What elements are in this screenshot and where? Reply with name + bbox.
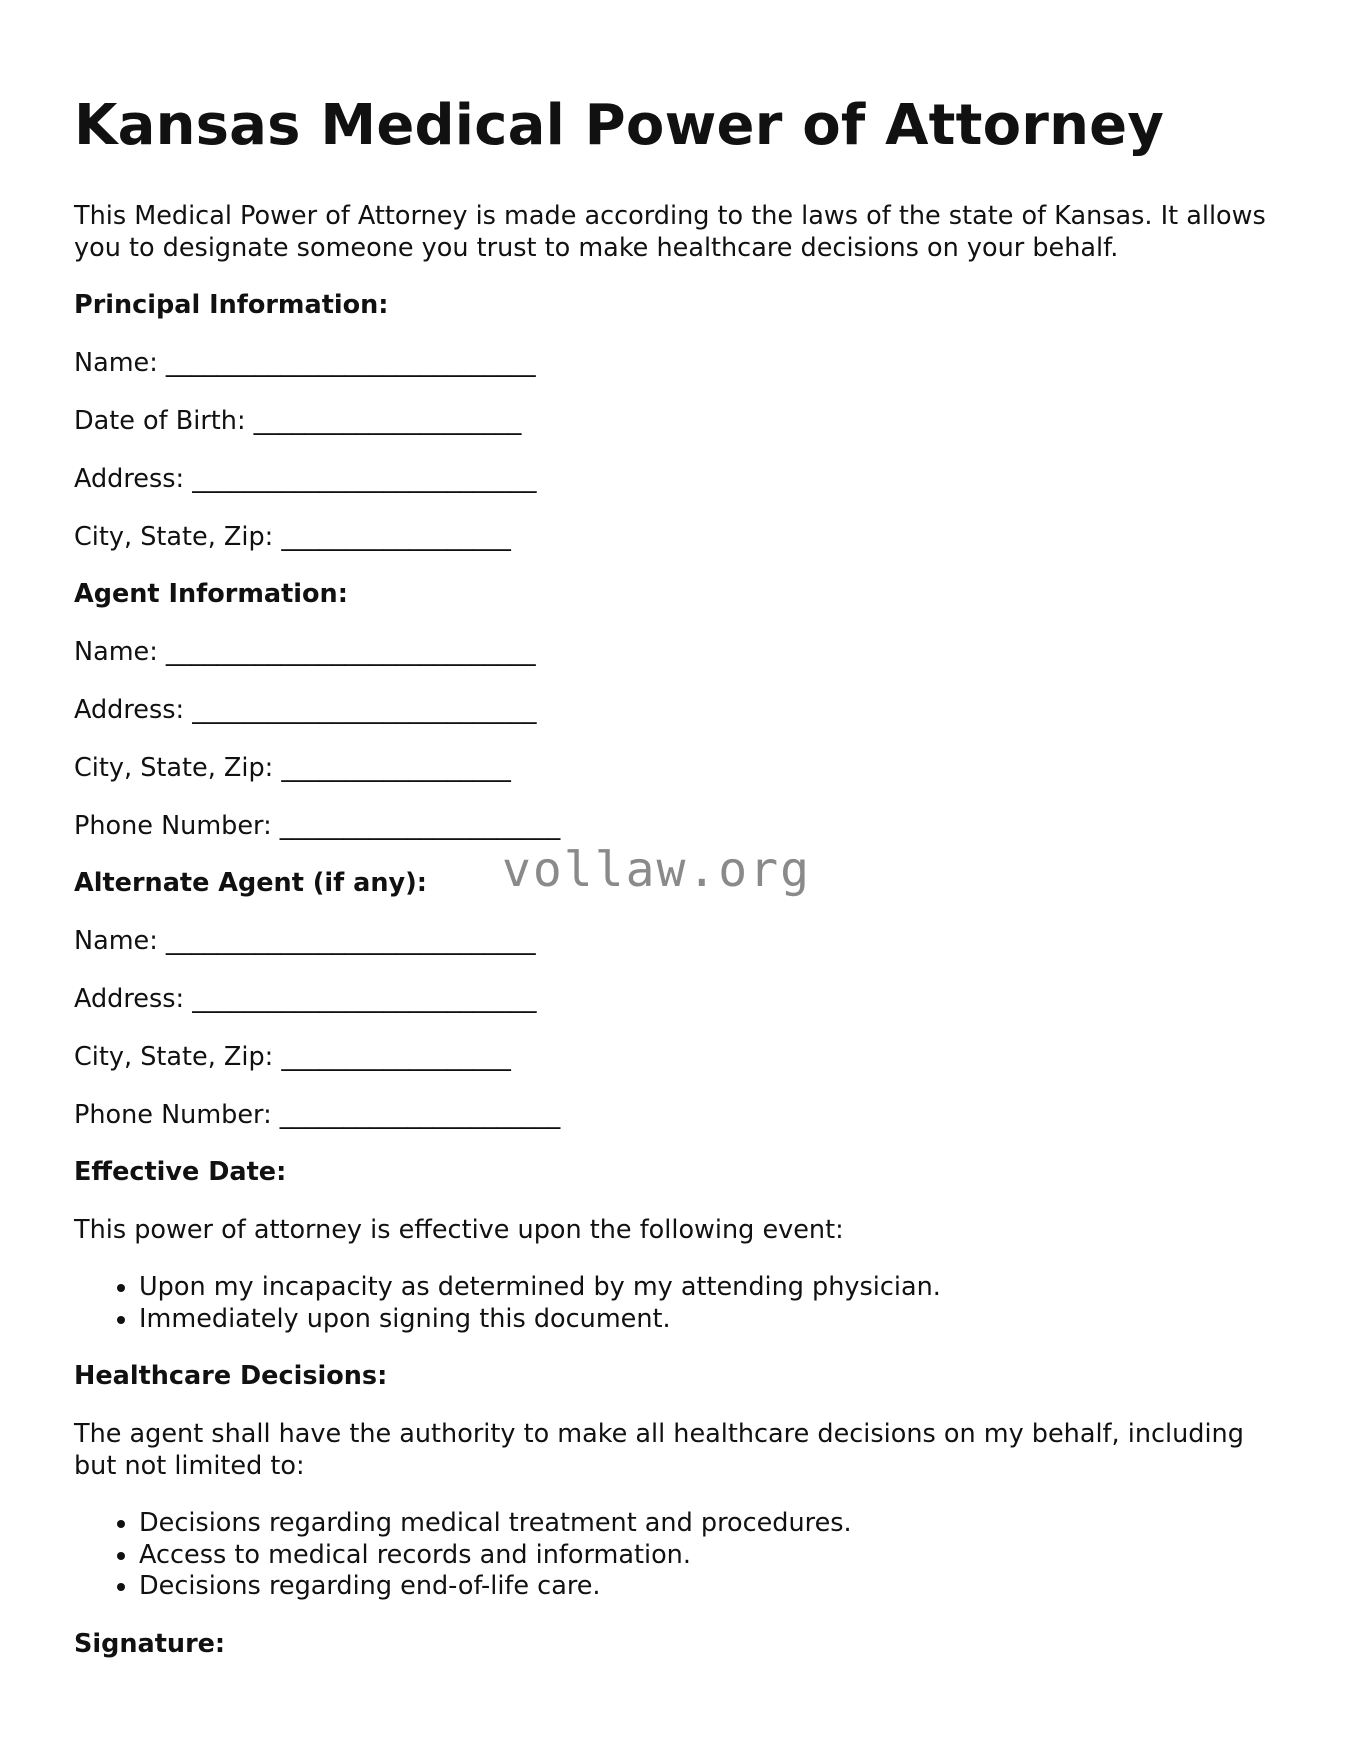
agent-address-field[interactable]: Address: ___________________________ — [74, 695, 537, 725]
list-item: • Decisions regarding medical treatment and procedures. — [139, 1508, 1274, 1540]
healthcare-decisions-heading: Healthcare Decisions: — [74, 1361, 388, 1391]
agent-phone-field[interactable]: Phone Number: ______________________ — [74, 811, 561, 841]
agent-heading: Agent Information: — [74, 579, 348, 609]
list-item: • Upon my incapacity as determined by my attending physician. — [139, 1272, 1274, 1304]
principal-heading: Principal Information: — [74, 290, 389, 320]
watermark: vollaw.org — [502, 842, 811, 898]
list-item: • Access to medical records and information. — [139, 1540, 1274, 1572]
intro-paragraph: This Medical Power of Attorney is made according to the laws of the state of Kansas. It allows you to designate someone you trust to make healthcare decisions on your behalf. — [74, 201, 1266, 263]
effective-date-text: This power of attorney is effective upon the following event: — [74, 1215, 844, 1245]
principal-dob-field[interactable]: Date of Birth: _____________________ — [74, 406, 522, 436]
principal-address-field[interactable]: Address: ___________________________ — [74, 464, 537, 494]
agent-name-field[interactable]: Name: _____________________________ — [74, 637, 536, 667]
alternate-name-field[interactable]: Name: _____________________________ — [74, 926, 536, 956]
principal-city-field[interactable]: City, State, Zip: __________________ — [74, 522, 511, 552]
healthcare-decisions-list — [74, 1508, 1274, 1603]
alternate-phone-field[interactable]: Phone Number: ______________________ — [74, 1100, 561, 1130]
alternate-address-field[interactable]: Address: ___________________________ — [74, 984, 537, 1014]
effective-date-heading: Effective Date: — [74, 1157, 287, 1187]
effective-options-list — [74, 1272, 1274, 1335]
alternate-city-field[interactable]: City, State, Zip: __________________ — [74, 1042, 511, 1072]
agent-city-field[interactable]: City, State, Zip: __________________ — [74, 753, 511, 783]
healthcare-decisions-text: The agent shall have the authority to make all healthcare decisions on my behalf, including but not limited to: — [74, 1419, 1244, 1481]
list-item: • Decisions regarding end-of-life care. — [139, 1571, 1274, 1603]
document-title: Kansas Medical Power of Attorney — [74, 93, 1165, 158]
alternate-agent-heading: Alternate Agent (if any): — [74, 868, 427, 898]
list-item: • Immediately upon signing this document. — [139, 1304, 1274, 1336]
signature-heading: Signature: — [74, 1628, 226, 1659]
principal-name-field[interactable]: Name: _____________________________ — [74, 348, 536, 378]
